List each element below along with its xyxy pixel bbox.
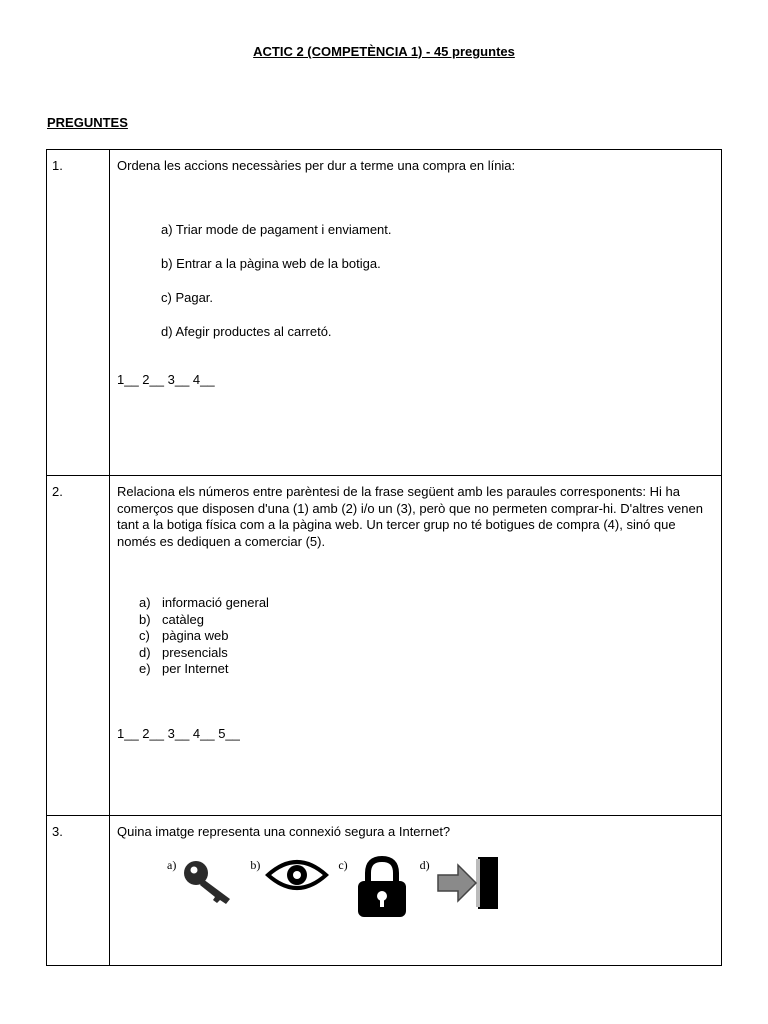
- image-option-label: a): [167, 857, 177, 872]
- image-option: [250, 855, 330, 895]
- image-option: [167, 855, 242, 907]
- image-option-label: d): [419, 857, 430, 872]
- question-row: [47, 150, 722, 476]
- option-item: d) Afegir productes al carretó.: [161, 323, 332, 339]
- question-number: 1.: [47, 150, 110, 476]
- image-option-label: c): [338, 857, 348, 872]
- answer-line: 1__ 2__ 3__ 4__ 5__: [117, 725, 240, 741]
- questions-table: [46, 149, 722, 966]
- section-heading: PREGUNTES: [47, 115, 128, 130]
- option-item: [139, 612, 715, 629]
- option-label: c): [139, 628, 150, 643]
- padlock-icon: [352, 855, 412, 919]
- image-option-label: b): [250, 857, 261, 872]
- question-row: [47, 816, 722, 966]
- option-label: b): [139, 611, 151, 627]
- option-text: pàgina web: [162, 628, 229, 643]
- option-list: [117, 222, 715, 341]
- option-label: d): [139, 644, 151, 660]
- question-prompt: Ordena les accions necessàries per dur a terme una compra en línia:: [117, 158, 516, 173]
- answer-line: 1__ 2__ 3__ 4__: [117, 372, 215, 387]
- option-text: per Internet: [162, 661, 229, 676]
- eye-icon: [264, 855, 330, 895]
- option-item: b) Entrar a la pàgina web de la botiga.: [161, 255, 381, 271]
- question-content: [110, 150, 722, 476]
- option-label: e): [139, 661, 151, 676]
- question-prompt: Quina imatge representa una connexió segura a Internet?: [117, 824, 451, 839]
- exit-door-icon: [434, 855, 502, 913]
- key-icon: [180, 855, 242, 907]
- option-item: c) Pagar.: [161, 289, 214, 305]
- option-item: [139, 645, 715, 662]
- option-list: [117, 595, 715, 678]
- question-number: 3.: [47, 816, 110, 966]
- option-item: [139, 595, 715, 612]
- option-text: informació general: [162, 595, 269, 610]
- question-number: 2.: [47, 476, 110, 816]
- option-label: a): [139, 595, 151, 610]
- option-item: a) Triar mode de pagament i enviament.: [161, 221, 392, 237]
- image-option: [338, 855, 411, 919]
- document-title: ACTIC 2 (COMPETÈNCIA 1) - 45 preguntes: [253, 44, 515, 59]
- question-prompt: Relaciona els números entre parèntesi de la frase següent amb les paraules corresponents: Hi ha comerços que disposen d'una (1) amb (2) i/o un (3), però que no permeten comprar-hi. D'altres venen tant a la botiga física com a la pàgina web. Un tercer grup no té botigues de compra (4), sinó que només es dediquen a comerciar (5).: [117, 484, 703, 549]
- option-text: presencials: [162, 644, 228, 660]
- option-item: [139, 628, 715, 645]
- option-item: [139, 661, 715, 678]
- option-text: catàleg: [162, 611, 204, 627]
- question-content: [110, 476, 722, 816]
- image-options: [117, 855, 715, 919]
- image-option: [420, 855, 502, 913]
- question-content: [110, 816, 722, 966]
- question-row: [47, 476, 722, 816]
